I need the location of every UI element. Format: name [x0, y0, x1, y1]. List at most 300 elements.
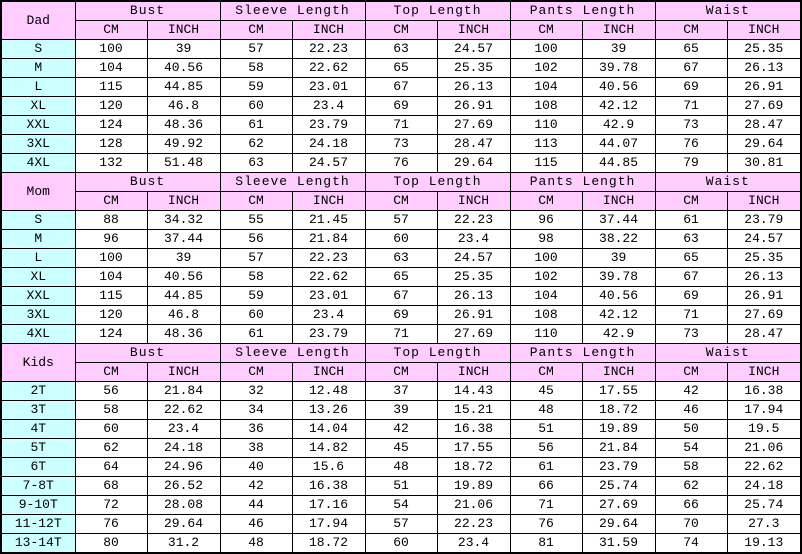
group-header-row — [1, 1, 801, 21]
group-header-waist: Waist — [655, 173, 801, 192]
value-cell-waist_inch: 28.47 — [727, 116, 801, 135]
value-cell-waist_cm: 76 — [655, 135, 727, 154]
value-cell-waist_inch: 29.64 — [727, 135, 801, 154]
unit-header-inch: INCH — [292, 363, 365, 382]
value-cell-pants_cm: 66 — [510, 477, 582, 496]
value-cell-sleeve_cm: 57 — [220, 40, 292, 59]
size-label-cell: 9-10T — [1, 496, 75, 515]
value-cell-pants_cm: 56 — [510, 439, 582, 458]
size-chart-body — [1, 1, 801, 553]
value-cell-pants_inch: 39 — [582, 249, 655, 268]
size-label-cell: XL — [1, 97, 75, 116]
value-cell-pants_cm: 108 — [510, 97, 582, 116]
value-cell-top_inch: 16.38 — [437, 420, 510, 439]
unit-header-row — [1, 21, 801, 40]
value-cell-bust_cm: 115 — [75, 287, 147, 306]
value-cell-top_cm: 42 — [365, 420, 437, 439]
value-cell-sleeve_cm: 34 — [220, 401, 292, 420]
value-cell-waist_cm: 62 — [655, 477, 727, 496]
value-cell-waist_cm: 79 — [655, 154, 727, 173]
value-cell-sleeve_cm: 63 — [220, 154, 292, 173]
unit-header-cm: CM — [220, 21, 292, 40]
value-cell-sleeve_inch: 23.01 — [292, 78, 365, 97]
value-cell-sleeve_inch: 17.94 — [292, 515, 365, 534]
value-cell-sleeve_cm: 62 — [220, 135, 292, 154]
value-cell-waist_inch: 30.81 — [727, 154, 801, 173]
value-cell-top_inch: 17.55 — [437, 439, 510, 458]
value-cell-bust_cm: 72 — [75, 496, 147, 515]
value-cell-pants_inch: 40.56 — [582, 287, 655, 306]
value-cell-bust_inch: 28.08 — [147, 496, 220, 515]
value-cell-sleeve_cm: 48 — [220, 534, 292, 554]
value-cell-waist_cm: 42 — [655, 382, 727, 401]
value-cell-waist_cm: 61 — [655, 211, 727, 230]
value-cell-top_inch: 26.91 — [437, 306, 510, 325]
value-cell-sleeve_cm: 60 — [220, 97, 292, 116]
unit-header-cm: CM — [365, 363, 437, 382]
size-label-cell: M — [1, 59, 75, 78]
value-cell-pants_inch: 19.89 — [582, 420, 655, 439]
value-cell-pants_inch: 38.22 — [582, 230, 655, 249]
size-row-dad-4xl — [1, 154, 801, 173]
size-row-mom-3xl — [1, 306, 801, 325]
size-label-cell: XXL — [1, 116, 75, 135]
size-label-cell: L — [1, 249, 75, 268]
value-cell-waist_inch: 16.38 — [727, 382, 801, 401]
value-cell-bust_cm: 132 — [75, 154, 147, 173]
value-cell-sleeve_inch: 23.79 — [292, 116, 365, 135]
group-header-bust: Bust — [75, 1, 220, 21]
value-cell-top_cm: 63 — [365, 40, 437, 59]
value-cell-pants_inch: 42.9 — [582, 325, 655, 344]
value-cell-top_inch: 21.06 — [437, 496, 510, 515]
size-row-kids-4t — [1, 420, 801, 439]
unit-header-cm: CM — [220, 363, 292, 382]
value-cell-pants_inch: 39 — [582, 40, 655, 59]
unit-header-inch: INCH — [582, 363, 655, 382]
value-cell-bust_cm: 124 — [75, 325, 147, 344]
value-cell-sleeve_cm: 57 — [220, 249, 292, 268]
value-cell-sleeve_cm: 56 — [220, 230, 292, 249]
value-cell-waist_cm: 58 — [655, 458, 727, 477]
value-cell-sleeve_inch: 21.45 — [292, 211, 365, 230]
value-cell-top_cm: 37 — [365, 382, 437, 401]
value-cell-top_cm: 39 — [365, 401, 437, 420]
unit-header-cm: CM — [510, 192, 582, 211]
value-cell-bust_inch: 24.18 — [147, 439, 220, 458]
value-cell-pants_cm: 76 — [510, 515, 582, 534]
value-cell-top_inch: 25.35 — [437, 59, 510, 78]
value-cell-waist_inch: 21.06 — [727, 439, 801, 458]
value-cell-pants_inch: 40.56 — [582, 78, 655, 97]
value-cell-pants_cm: 102 — [510, 59, 582, 78]
value-cell-bust_cm: 104 — [75, 268, 147, 287]
value-cell-top_inch: 26.13 — [437, 78, 510, 97]
group-header-bust: Bust — [75, 173, 220, 192]
value-cell-top_inch: 24.57 — [437, 249, 510, 268]
value-cell-waist_cm: 50 — [655, 420, 727, 439]
value-cell-waist_inch: 23.79 — [727, 211, 801, 230]
unit-header-cm: CM — [220, 192, 292, 211]
value-cell-bust_cm: 80 — [75, 534, 147, 554]
value-cell-bust_cm: 96 — [75, 230, 147, 249]
value-cell-pants_cm: 81 — [510, 534, 582, 554]
value-cell-waist_inch: 26.91 — [727, 78, 801, 97]
value-cell-waist_cm: 46 — [655, 401, 727, 420]
value-cell-sleeve_inch: 14.04 — [292, 420, 365, 439]
size-label-cell: 4XL — [1, 325, 75, 344]
group-header-row — [1, 344, 801, 363]
value-cell-sleeve_cm: 46 — [220, 515, 292, 534]
value-cell-top_cm: 54 — [365, 496, 437, 515]
group-header-sleeve-length: Sleeve Length — [220, 344, 365, 363]
value-cell-sleeve_inch: 16.38 — [292, 477, 365, 496]
value-cell-bust_cm: 104 — [75, 59, 147, 78]
value-cell-top_inch: 24.57 — [437, 40, 510, 59]
value-cell-sleeve_cm: 36 — [220, 420, 292, 439]
unit-header-inch: INCH — [147, 363, 220, 382]
value-cell-bust_cm: 120 — [75, 97, 147, 116]
unit-header-cm: CM — [365, 21, 437, 40]
group-header-pants-length: Pants Length — [510, 344, 655, 363]
value-cell-pants_inch: 37.44 — [582, 211, 655, 230]
value-cell-top_inch: 18.72 — [437, 458, 510, 477]
size-label-cell: 3T — [1, 401, 75, 420]
value-cell-pants_cm: 102 — [510, 268, 582, 287]
size-row-mom-m — [1, 230, 801, 249]
value-cell-top_cm: 60 — [365, 534, 437, 554]
size-row-dad-l — [1, 78, 801, 97]
value-cell-bust_cm: 124 — [75, 116, 147, 135]
value-cell-pants_inch: 21.84 — [582, 439, 655, 458]
value-cell-bust_inch: 40.56 — [147, 268, 220, 287]
value-cell-bust_inch: 26.52 — [147, 477, 220, 496]
size-row-dad-s — [1, 40, 801, 59]
value-cell-sleeve_inch: 17.16 — [292, 496, 365, 515]
value-cell-top_inch: 25.35 — [437, 268, 510, 287]
value-cell-top_cm: 65 — [365, 59, 437, 78]
value-cell-pants_cm: 98 — [510, 230, 582, 249]
size-row-kids-9-10t — [1, 496, 801, 515]
unit-header-cm: CM — [75, 21, 147, 40]
value-cell-pants_inch: 25.74 — [582, 477, 655, 496]
size-row-mom-l — [1, 249, 801, 268]
unit-header-cm: CM — [365, 192, 437, 211]
value-cell-pants_cm: 96 — [510, 211, 582, 230]
value-cell-sleeve_cm: 61 — [220, 325, 292, 344]
value-cell-bust_inch: 44.85 — [147, 78, 220, 97]
value-cell-bust_inch: 37.44 — [147, 230, 220, 249]
value-cell-top_cm: 45 — [365, 439, 437, 458]
value-cell-sleeve_cm: 40 — [220, 458, 292, 477]
value-cell-bust_cm: 88 — [75, 211, 147, 230]
group-header-row — [1, 173, 801, 192]
value-cell-top_cm: 65 — [365, 268, 437, 287]
unit-header-inch: INCH — [147, 192, 220, 211]
value-cell-top_inch: 28.47 — [437, 135, 510, 154]
value-cell-top_inch: 23.4 — [437, 230, 510, 249]
value-cell-top_inch: 22.23 — [437, 515, 510, 534]
value-cell-waist_cm: 73 — [655, 116, 727, 135]
size-label-cell: 3XL — [1, 306, 75, 325]
value-cell-top_cm: 76 — [365, 154, 437, 173]
value-cell-bust_cm: 60 — [75, 420, 147, 439]
unit-header-cm: CM — [75, 363, 147, 382]
value-cell-sleeve_inch: 23.79 — [292, 325, 365, 344]
value-cell-sleeve_cm: 59 — [220, 78, 292, 97]
value-cell-pants_inch: 17.55 — [582, 382, 655, 401]
value-cell-top_inch: 19.89 — [437, 477, 510, 496]
value-cell-waist_cm: 67 — [655, 268, 727, 287]
size-row-dad-xl — [1, 97, 801, 116]
value-cell-pants_inch: 42.12 — [582, 97, 655, 116]
value-cell-pants_inch: 29.64 — [582, 515, 655, 534]
size-label-cell: XL — [1, 268, 75, 287]
value-cell-top_inch: 23.4 — [437, 534, 510, 554]
value-cell-waist_cm: 65 — [655, 249, 727, 268]
value-cell-waist_inch: 25.74 — [727, 496, 801, 515]
value-cell-waist_cm: 54 — [655, 439, 727, 458]
value-cell-bust_inch: 31.2 — [147, 534, 220, 554]
value-cell-top_inch: 27.69 — [437, 116, 510, 135]
unit-header-inch: INCH — [292, 21, 365, 40]
section-label-kids: Kids — [1, 344, 75, 382]
value-cell-sleeve_inch: 15.6 — [292, 458, 365, 477]
unit-header-inch: INCH — [727, 192, 801, 211]
size-label-cell: 6T — [1, 458, 75, 477]
value-cell-waist_cm: 70 — [655, 515, 727, 534]
value-cell-sleeve_cm: 58 — [220, 59, 292, 78]
size-row-kids-3t — [1, 401, 801, 420]
value-cell-bust_cm: 120 — [75, 306, 147, 325]
value-cell-pants_inch: 39.78 — [582, 268, 655, 287]
value-cell-top_cm: 63 — [365, 249, 437, 268]
value-cell-waist_inch: 25.35 — [727, 40, 801, 59]
group-header-waist: Waist — [655, 1, 801, 21]
value-cell-top_inch: 26.91 — [437, 97, 510, 116]
value-cell-sleeve_inch: 22.62 — [292, 268, 365, 287]
value-cell-bust_cm: 68 — [75, 477, 147, 496]
size-row-mom-4xl — [1, 325, 801, 344]
group-header-top-length: Top Length — [365, 344, 510, 363]
size-label-cell: M — [1, 230, 75, 249]
unit-header-inch: INCH — [727, 21, 801, 40]
value-cell-waist_cm: 69 — [655, 78, 727, 97]
value-cell-waist_inch: 28.47 — [727, 325, 801, 344]
value-cell-waist_inch: 26.13 — [727, 59, 801, 78]
unit-header-cm: CM — [655, 192, 727, 211]
value-cell-bust_cm: 115 — [75, 78, 147, 97]
size-row-mom-xl — [1, 268, 801, 287]
size-label-cell: 2T — [1, 382, 75, 401]
value-cell-bust_inch: 21.84 — [147, 382, 220, 401]
size-row-kids-13-14t — [1, 534, 801, 554]
value-cell-bust_cm: 56 — [75, 382, 147, 401]
value-cell-sleeve_inch: 12.48 — [292, 382, 365, 401]
value-cell-waist_cm: 73 — [655, 325, 727, 344]
value-cell-waist_inch: 26.13 — [727, 268, 801, 287]
value-cell-waist_inch: 19.5 — [727, 420, 801, 439]
value-cell-pants_inch: 27.69 — [582, 496, 655, 515]
value-cell-sleeve_inch: 23.4 — [292, 97, 365, 116]
size-label-cell: 11-12T — [1, 515, 75, 534]
value-cell-waist_cm: 71 — [655, 97, 727, 116]
value-cell-waist_cm: 74 — [655, 534, 727, 554]
value-cell-waist_inch: 24.18 — [727, 477, 801, 496]
value-cell-top_inch: 14.43 — [437, 382, 510, 401]
value-cell-waist_cm: 69 — [655, 287, 727, 306]
value-cell-waist_inch: 25.35 — [727, 249, 801, 268]
value-cell-top_cm: 60 — [365, 230, 437, 249]
value-cell-pants_inch: 44.85 — [582, 154, 655, 173]
value-cell-pants_inch: 44.07 — [582, 135, 655, 154]
value-cell-pants_cm: 115 — [510, 154, 582, 173]
value-cell-sleeve_cm: 61 — [220, 116, 292, 135]
size-label-cell: S — [1, 40, 75, 59]
value-cell-top_inch: 26.13 — [437, 287, 510, 306]
value-cell-top_cm: 57 — [365, 211, 437, 230]
value-cell-pants_cm: 100 — [510, 249, 582, 268]
value-cell-top_cm: 67 — [365, 287, 437, 306]
value-cell-sleeve_cm: 59 — [220, 287, 292, 306]
value-cell-top_cm: 57 — [365, 515, 437, 534]
unit-header-cm: CM — [75, 192, 147, 211]
value-cell-top_cm: 71 — [365, 116, 437, 135]
size-row-dad-3xl — [1, 135, 801, 154]
value-cell-sleeve_cm: 55 — [220, 211, 292, 230]
size-label-cell: 3XL — [1, 135, 75, 154]
value-cell-pants_cm: 108 — [510, 306, 582, 325]
value-cell-top_cm: 67 — [365, 78, 437, 97]
value-cell-pants_inch: 42.12 — [582, 306, 655, 325]
value-cell-sleeve_inch: 22.23 — [292, 249, 365, 268]
size-row-kids-11-12t — [1, 515, 801, 534]
value-cell-bust_cm: 128 — [75, 135, 147, 154]
value-cell-bust_inch: 46.8 — [147, 306, 220, 325]
section-label-dad: Dad — [1, 1, 75, 40]
value-cell-top_cm: 73 — [365, 135, 437, 154]
unit-header-row — [1, 363, 801, 382]
value-cell-pants_inch: 23.79 — [582, 458, 655, 477]
value-cell-pants_cm: 51 — [510, 420, 582, 439]
value-cell-waist_inch: 27.3 — [727, 515, 801, 534]
value-cell-bust_inch: 22.62 — [147, 401, 220, 420]
group-header-sleeve-length: Sleeve Length — [220, 1, 365, 21]
unit-header-cm: CM — [655, 21, 727, 40]
unit-header-inch: INCH — [147, 21, 220, 40]
value-cell-pants_cm: 104 — [510, 287, 582, 306]
value-cell-waist_cm: 71 — [655, 306, 727, 325]
size-row-kids-7-8t — [1, 477, 801, 496]
value-cell-waist_cm: 66 — [655, 496, 727, 515]
group-header-sleeve-length: Sleeve Length — [220, 173, 365, 192]
value-cell-sleeve_inch: 22.23 — [292, 40, 365, 59]
value-cell-bust_inch: 40.56 — [147, 59, 220, 78]
unit-header-inch: INCH — [437, 192, 510, 211]
value-cell-bust_inch: 46.8 — [147, 97, 220, 116]
value-cell-sleeve_cm: 58 — [220, 268, 292, 287]
group-header-pants-length: Pants Length — [510, 173, 655, 192]
value-cell-bust_cm: 58 — [75, 401, 147, 420]
group-header-waist: Waist — [655, 344, 801, 363]
size-label-cell: 7-8T — [1, 477, 75, 496]
value-cell-sleeve_cm: 38 — [220, 439, 292, 458]
value-cell-waist_inch: 17.94 — [727, 401, 801, 420]
value-cell-pants_cm: 100 — [510, 40, 582, 59]
size-label-cell: 5T — [1, 439, 75, 458]
value-cell-bust_cm: 76 — [75, 515, 147, 534]
unit-header-inch: INCH — [727, 363, 801, 382]
value-cell-bust_cm: 100 — [75, 249, 147, 268]
size-row-kids-2t — [1, 382, 801, 401]
value-cell-top_inch: 29.64 — [437, 154, 510, 173]
size-row-mom-s — [1, 211, 801, 230]
value-cell-sleeve_inch: 23.01 — [292, 287, 365, 306]
value-cell-waist_cm: 63 — [655, 230, 727, 249]
value-cell-sleeve_inch: 24.18 — [292, 135, 365, 154]
value-cell-sleeve_inch: 18.72 — [292, 534, 365, 554]
group-header-top-length: Top Length — [365, 1, 510, 21]
value-cell-top_inch: 15.21 — [437, 401, 510, 420]
value-cell-bust_inch: 29.64 — [147, 515, 220, 534]
unit-header-cm: CM — [510, 363, 582, 382]
size-label-cell: L — [1, 78, 75, 97]
unit-header-inch: INCH — [437, 363, 510, 382]
value-cell-waist_inch: 27.69 — [727, 97, 801, 116]
value-cell-bust_cm: 62 — [75, 439, 147, 458]
value-cell-bust_inch: 49.92 — [147, 135, 220, 154]
value-cell-bust_inch: 34.32 — [147, 211, 220, 230]
value-cell-bust_inch: 23.4 — [147, 420, 220, 439]
unit-header-inch: INCH — [437, 21, 510, 40]
value-cell-bust_inch: 48.36 — [147, 116, 220, 135]
value-cell-bust_inch: 24.96 — [147, 458, 220, 477]
value-cell-sleeve_inch: 22.62 — [292, 59, 365, 78]
size-row-dad-xxl — [1, 116, 801, 135]
size-label-cell: XXL — [1, 287, 75, 306]
group-header-top-length: Top Length — [365, 173, 510, 192]
value-cell-sleeve_cm: 32 — [220, 382, 292, 401]
value-cell-bust_cm: 64 — [75, 458, 147, 477]
value-cell-waist_inch: 22.62 — [727, 458, 801, 477]
size-label-cell: 4XL — [1, 154, 75, 173]
value-cell-top_cm: 69 — [365, 97, 437, 116]
value-cell-top_cm: 69 — [365, 306, 437, 325]
value-cell-sleeve_cm: 60 — [220, 306, 292, 325]
unit-header-cm: CM — [510, 21, 582, 40]
value-cell-sleeve_cm: 42 — [220, 477, 292, 496]
unit-header-row — [1, 192, 801, 211]
group-header-pants-length: Pants Length — [510, 1, 655, 21]
value-cell-sleeve_inch: 13.26 — [292, 401, 365, 420]
group-header-bust: Bust — [75, 344, 220, 363]
value-cell-pants_cm: 61 — [510, 458, 582, 477]
value-cell-top_cm: 51 — [365, 477, 437, 496]
value-cell-pants_cm: 110 — [510, 325, 582, 344]
size-label-cell: 13-14T — [1, 534, 75, 554]
value-cell-pants_cm: 48 — [510, 401, 582, 420]
size-row-kids-5t — [1, 439, 801, 458]
value-cell-pants_cm: 45 — [510, 382, 582, 401]
value-cell-pants_cm: 113 — [510, 135, 582, 154]
value-cell-bust_inch: 48.36 — [147, 325, 220, 344]
unit-header-inch: INCH — [292, 192, 365, 211]
unit-header-inch: INCH — [582, 21, 655, 40]
value-cell-bust_inch: 39 — [147, 40, 220, 59]
value-cell-pants_inch: 31.59 — [582, 534, 655, 554]
value-cell-pants_cm: 110 — [510, 116, 582, 135]
value-cell-top_cm: 48 — [365, 458, 437, 477]
